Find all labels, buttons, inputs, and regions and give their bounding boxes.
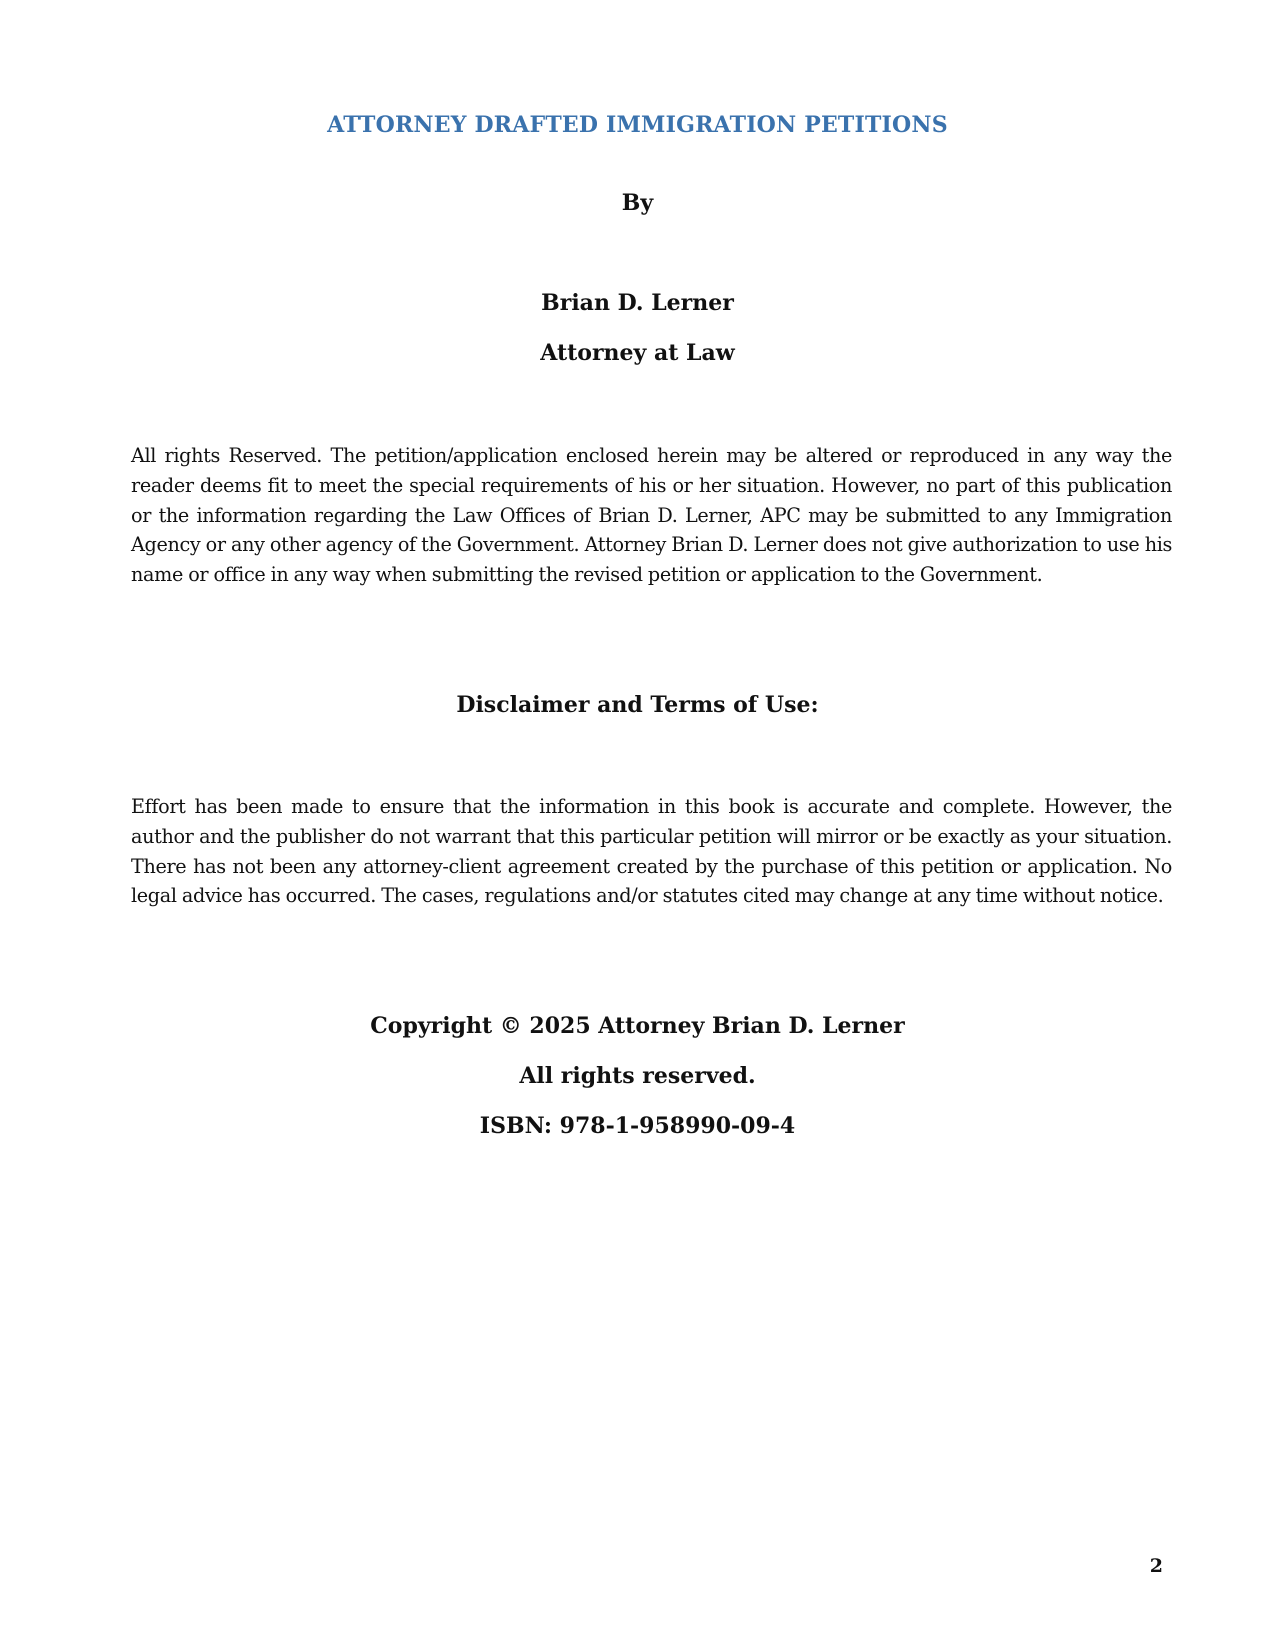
- disclaimer-heading: Disclaimer and Terms of Use:: [456, 692, 819, 718]
- all-rights-reserved: All rights reserved.: [519, 1063, 756, 1089]
- copyright-line: Copyright © 2025 Attorney Brian D. Lerner: [370, 1013, 905, 1039]
- author-role: Attorney at Law: [540, 340, 735, 366]
- page-number: 2: [1149, 1555, 1163, 1577]
- document-title: ATTORNEY DRAFTED IMMIGRATION PETITIONS: [327, 112, 948, 138]
- disclaimer-paragraph: Effort has been made to ensure that the information in this book is accurate and complete. However, the author and the publisher do not warrant that this particular petition will mirror or be exactly as your situation. There has not been any attorney-client agreement created by the purchase of this petition or application. No legal advice has occurred. The cases, regulations and/or statutes cited may change at any time without notice.: [131, 795, 1172, 908]
- isbn-line: ISBN: 978-1-958990-09-4: [479, 1113, 796, 1139]
- by-line: By: [621, 190, 654, 216]
- author-name: Brian D. Lerner: [541, 290, 734, 316]
- rights-paragraph: All rights Reserved. The petition/application enclosed herein may be altered or reproduced in any way the reader deems fit to meet the special requirements of his or her situation. However, no part of this publication or the information regarding the Law Offices of Brian D. Lerner, APC may be submitted to any Immigration Agency or any other agency of the Government. Attorney Brian D. Lerner does not give authorization to use his name or office in any way when submitting the revised petition or application to the Government.: [131, 444, 1172, 587]
